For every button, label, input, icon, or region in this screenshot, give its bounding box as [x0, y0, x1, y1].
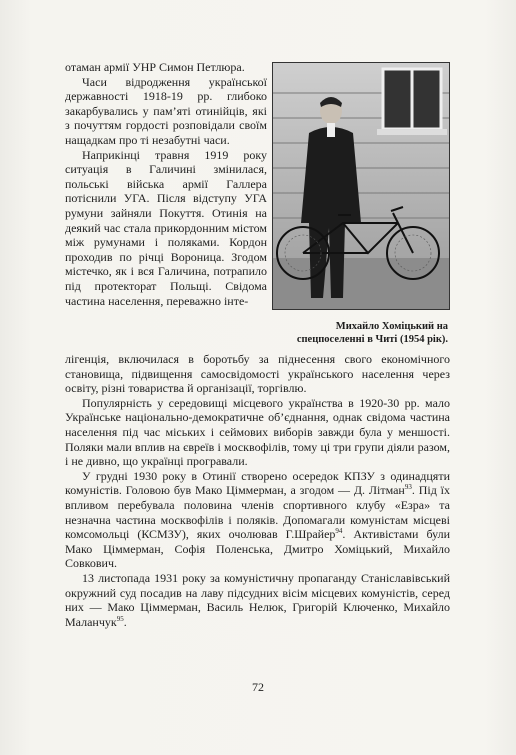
- paragraph: Наприкінці травня 1919 року ситуація в Галичині змінилася, польські війська армії Галлера потіснили УГА. Після відступу УГА румуни зайняли Покуття. Отинія на деякий час стала прикордонним містом між румунами і поляками. Кордон проходив по річці Вороница. Згодом містечко, як і вся Галичина, потрапило під протекторат Польщі. Свідома частина населення, переважно інте-: [65, 147, 267, 308]
- page-number: 72: [252, 680, 264, 694]
- paragraph-text: . Активістами були Мако Ціммерман, Софія Поленська, Дмитро Хоміцький, Михайло Совкович.: [65, 527, 450, 571]
- photo-figure: [272, 62, 450, 346]
- paragraph-text: .: [123, 614, 127, 629]
- paragraph: [65, 571, 450, 629]
- paragraph: Популярність у середовищі місцевого українства в 1920-30 рр. мало Українське національно-демократичне об’єднання, однак свідома частина населення під час міських і сеймових виборів завжди була у меншості. Поляки мали вплив на євреїв і москвофілів, тому ці три групи діяли разом, і не дивно, що українці програвали.: [65, 395, 450, 469]
- paragraph-text: У грудні 1930 року в Отинії створено осередок КПЗУ з одинадцяти комуністів. Головою був Мако Ціммерман, а згодом — Д. Літман: [65, 468, 450, 498]
- paragraph-text: . Під їх впливом перебувала половина членів спортивного клубу «Езра» та незначна частина москвофілів і поляків. Допомагали комуністам місцеві комсомольці (КСМЗУ), яких очолював Г.Шрайер: [65, 483, 450, 542]
- full-width-text: [65, 352, 450, 629]
- paragraph: [65, 469, 450, 571]
- paragraph-text: 13 листопада 1931 року за комуністичну пропаганду Станіславівський окружний суд посадив на лаву підсудних вісім місцевих комуністів, серед них — Мако Ціммерман, Василь Нелюк, Григорій Ключенко, Михайло Маланчук: [65, 570, 450, 629]
- paragraph: Часи відродження української державності 1918-19 рр. глибоко закарбувались у пам’яті отинійців, які з почуттям гордості розповідали своїм нащадкам про ті незабутні часи.: [65, 74, 267, 147]
- footnote-ref: 94: [335, 527, 343, 536]
- footnote-ref: 93: [404, 483, 412, 492]
- paragraph: отаман армії УНР Симон Петлюра.: [65, 60, 245, 74]
- photo-caption: Михайло Хоміцький на спецпоселенні в Читі (1954 рік).: [296, 321, 448, 345]
- photo-man-with-bicycle: [272, 62, 450, 310]
- paragraph: лігенція, включилася в боротьбу за піднесення свого економічного становища, підвищення самосвідомості українського населення через освіту, різні товариства й організації, торгівлю.: [65, 352, 450, 396]
- left-text-column: [65, 60, 267, 308]
- footnote-ref: 95: [116, 614, 124, 623]
